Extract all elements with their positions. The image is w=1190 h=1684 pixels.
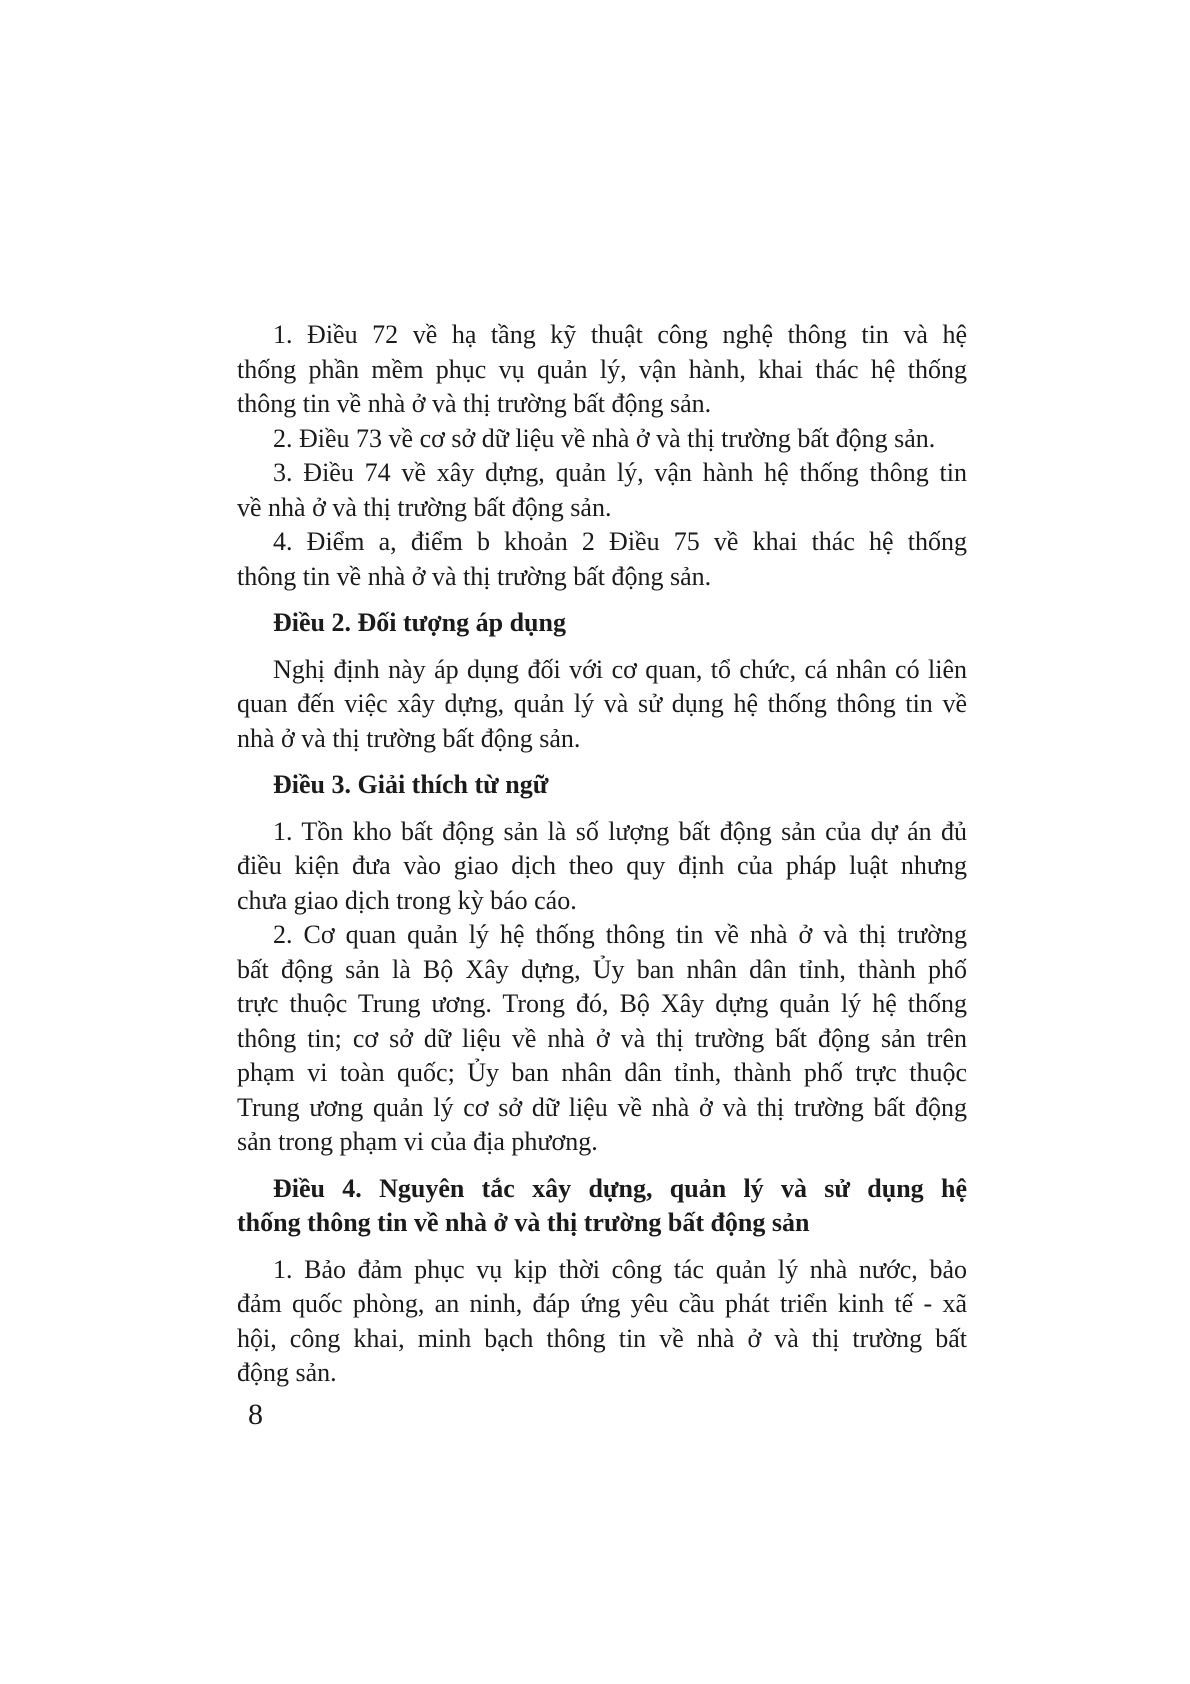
article-heading: [237, 606, 967, 641]
heading-line: Điều 4. Nguyên tắc xây dựng, quản lý và sử dụng hệ: [273, 1173, 967, 1203]
text-line: điều kiện đưa vào giao dịch theo quy định của pháp luật nhưng: [237, 851, 967, 880]
text-line: 4. Điểm a, điểm b khoản 2 Điều 75 về khai thác hệ thống: [273, 527, 967, 556]
text-line: sản trong phạm vi của địa phương.: [237, 1127, 598, 1156]
text-line: thông tin về nhà ở và thị trường bất động sản.: [237, 561, 712, 591]
text-line: hội, công khai, minh bạch thông tin về nhà ở và thị trường bất: [237, 1323, 967, 1353]
paragraph: [237, 815, 967, 919]
text-line: 1. Điều 72 về hạ tầng kỹ thuật công nghệ thông tin và hệ: [273, 320, 967, 349]
text-line: trực thuộc Trung ương. Trong đó, Bộ Xây dựng quản lý hệ thống: [237, 989, 967, 1018]
paragraph: [237, 525, 967, 594]
text-line: về nhà ở và thị trường bất động sản.: [237, 492, 612, 522]
text-line: 2. Điều 73 về cơ sở dữ liệu về nhà ở và thị trường bất động sản.: [273, 423, 936, 453]
text-line: Trung ương quản lý cơ sở dữ liệu về nhà ở và thị trường bất động: [237, 1092, 967, 1122]
text-line: chưa giao dịch trong kỳ báo cáo.: [237, 885, 577, 915]
text-line: 3. Điều 74 về xây dựng, quản lý, vận hành hệ thống thông tin: [273, 458, 967, 487]
heading-line: Điều 2. Đối tượng áp dụng: [273, 608, 566, 637]
article-heading: [237, 768, 967, 803]
document-body: [237, 318, 967, 1391]
paragraph: [237, 918, 967, 1160]
text-line: động sản.: [237, 1358, 337, 1387]
text-line: 2. Cơ quan quản lý hệ thống thông tin về nhà ở và thị trường: [273, 920, 967, 949]
text-line: Nghị định này áp dụng đối với cơ quan, tổ chức, cá nhân có liên: [273, 654, 967, 684]
text-line: thống phần mềm phục vụ quản lý, vận hành, khai thác hệ thống: [237, 354, 967, 384]
text-line: bất động sản là Bộ Xây dựng, Ủy ban nhân dân tỉnh, thành phố: [237, 954, 967, 984]
page-number: 8: [248, 1398, 263, 1431]
heading-line: Điều 3. Giải thích từ ngữ: [273, 770, 549, 799]
article-heading: [237, 1172, 967, 1241]
text-line: quan đến việc xây dựng, quản lý và sử dụng hệ thống thông tin về: [237, 689, 967, 718]
paragraph: [237, 653, 967, 757]
heading-line: thống thông tin về nhà ở và thị trường bất động sản: [237, 1208, 810, 1237]
text-line: 1. Bảo đảm phục vụ kịp thời công tác quản lý nhà nước, bảo: [273, 1254, 967, 1284]
text-line: nhà ở và thị trường bất động sản.: [237, 723, 581, 753]
paragraph: [237, 1253, 967, 1391]
text-line: 1. Tồn kho bất động sản là số lượng bất động sản của dự án đủ: [273, 816, 967, 846]
text-line: thông tin về nhà ở và thị trường bất động sản.: [237, 389, 712, 418]
paragraph: [237, 318, 967, 422]
text-line: thông tin; cơ sở dữ liệu về nhà ở và thị trường bất động sản trên: [237, 1023, 967, 1053]
paragraph: [237, 456, 967, 525]
paragraph: [237, 422, 967, 457]
text-line: đảm quốc phòng, an ninh, đáp ứng yêu cầu phát triển kinh tế - xã: [237, 1289, 967, 1318]
text-line: phạm vi toàn quốc; Ủy ban nhân dân tỉnh, thành phố trực thuộc: [237, 1058, 967, 1087]
